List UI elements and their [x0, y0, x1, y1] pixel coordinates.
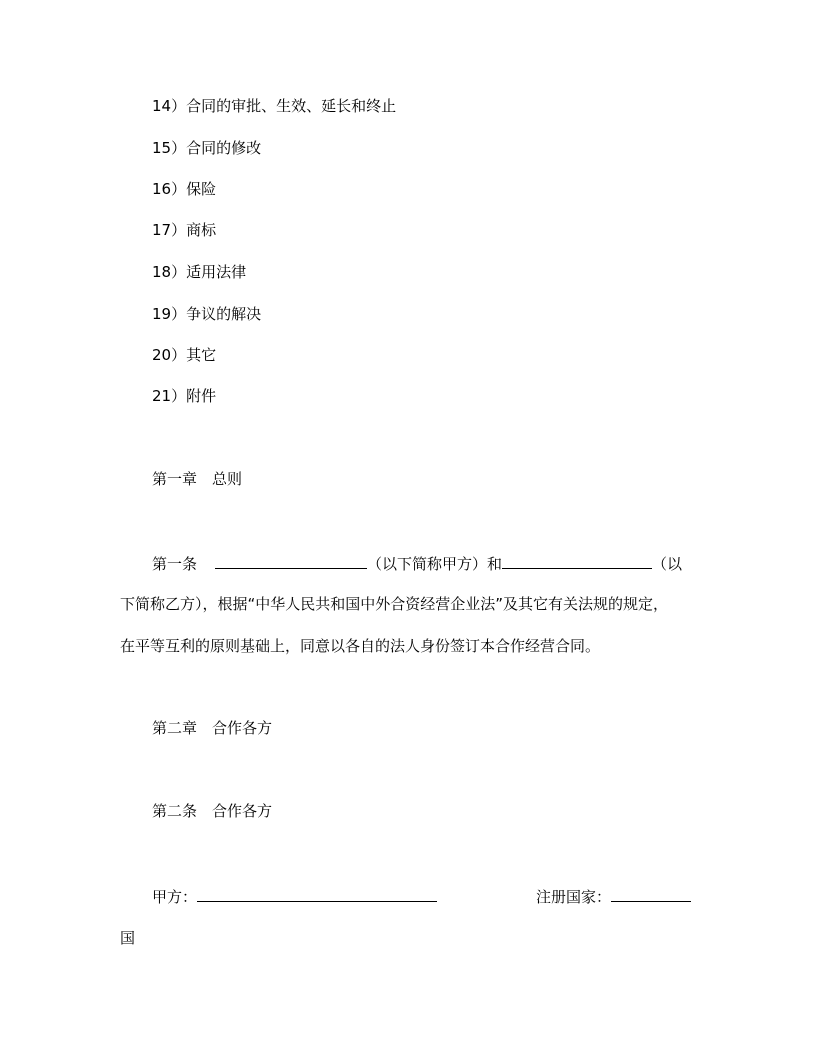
- toc-item: 18）适用法律: [152, 263, 247, 281]
- article-2-heading: 第二条 合作各方: [152, 802, 273, 820]
- toc-item: 14）合同的审批、生效、延长和终止: [152, 97, 397, 115]
- party-b-name-blank: [502, 552, 652, 569]
- toc-item: 21）附件: [152, 387, 217, 405]
- chapter-2-heading: 第二章 合作各方: [152, 719, 273, 737]
- toc-item: 20）其它: [152, 346, 217, 364]
- article-1-line-1: [152, 552, 682, 572]
- party-a-label: 甲方：: [152, 888, 198, 906]
- toc-item: 15）合同的修改: [152, 139, 262, 157]
- article-1-line-3: 在平等互利的原则基础上，同意以各自的法人身份签订本合作经营合同。: [120, 637, 601, 655]
- party-a-country-line: [536, 885, 691, 905]
- party-a-name-blank: [215, 552, 367, 569]
- article-1-line-2: 下简称乙方），根据“中华人民共和国中外合资经营企业法”及其它有关法规的规定，: [120, 595, 669, 613]
- party-a-field-blank: [197, 885, 437, 902]
- party-a-country-suffix: 国: [120, 929, 136, 947]
- article-1-text-a: （以下简称甲方）和: [367, 555, 503, 573]
- article-1-label: 第一条: [152, 555, 198, 573]
- toc-item: 17）商标: [152, 221, 217, 239]
- party-a-country-label: 注册国家：: [536, 888, 612, 906]
- toc-item: 16）保险: [152, 180, 217, 198]
- chapter-1-heading: 第一章 总则: [152, 470, 243, 488]
- toc-item: 19）争议的解决: [152, 305, 262, 323]
- article-1-text-b: （以: [652, 555, 683, 573]
- party-a-country-blank: [611, 885, 691, 902]
- party-a-line: [152, 885, 437, 905]
